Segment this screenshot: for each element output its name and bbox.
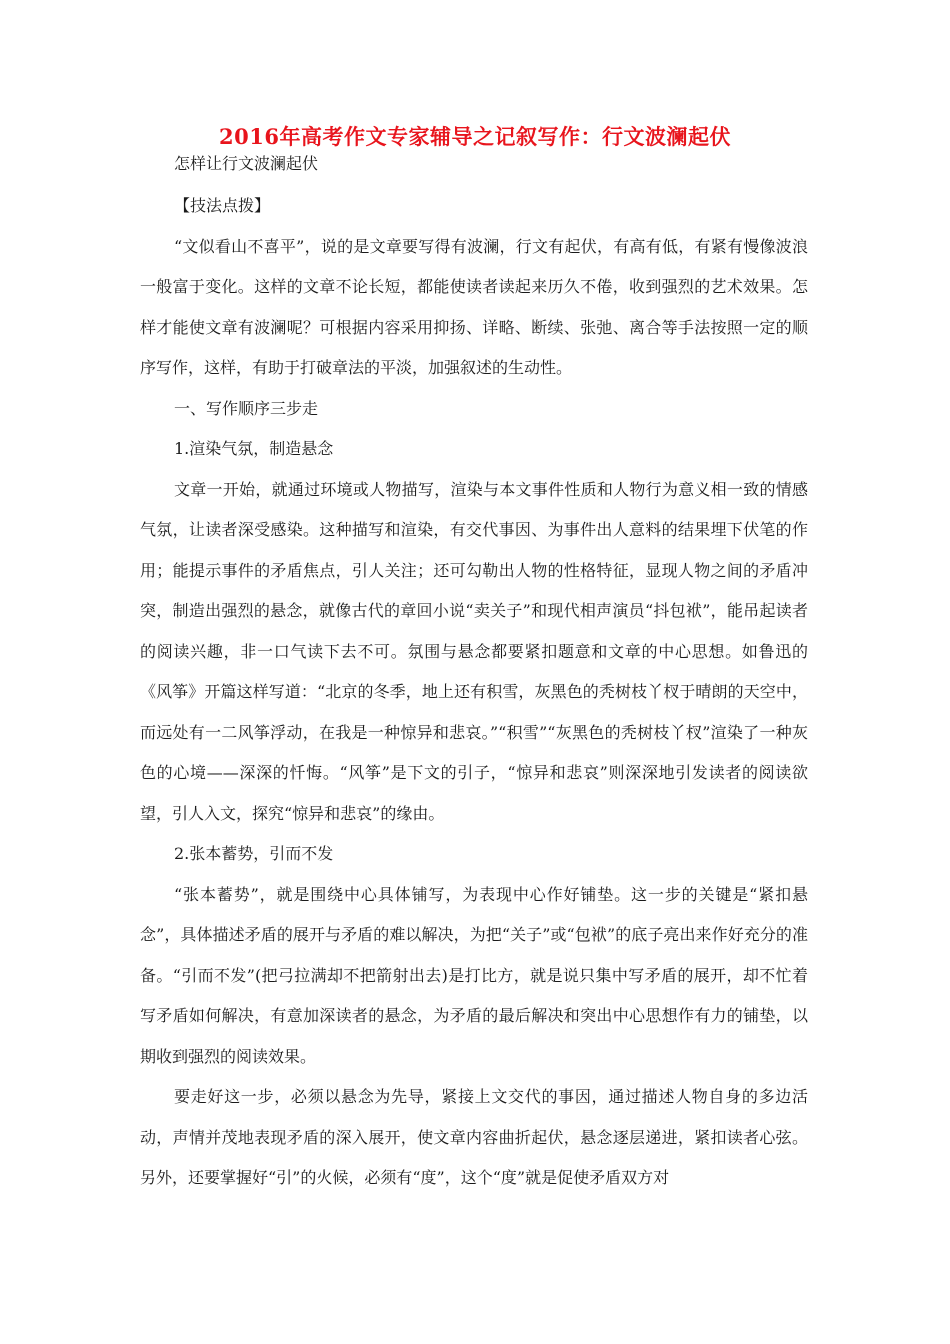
document-body: [140, 186, 808, 1199]
subheading-step-2: 2.张本蓄势，引而不发: [174, 844, 334, 863]
section-heading-technique: 【技法点拨】: [174, 196, 271, 215]
paragraph-step-1: 文章一开始，就通过环境或人物描写，渲染与本文事件性质和人物行为意义相一致的情感气氛，让读者深受感染。这种描写和渲染，有交代事因、为事件出人意料的结果埋下伏笔的作用；能提示事件的矛盾焦点，引人关注；还可勾勒出人物的性格特征，显现人物之间的矛盾冲突，制造出强烈的悬念，就像古代的章回小说“卖关子”和现代相声演员“抖包袱”，能吊起读者的阅读兴趣，非一口气读下去不可。氛围与悬念都要紧扣题意和文章的中心思想。如鲁迅的《风筝》开篇这样写道：“北京的冬季，地上还有积雪，灰黑色的秃树枝丫杈于晴朗的天空中，而远处有一二风筝浮动，在我是一种惊异和悲哀。”“积雪”“灰黑色的秃树枝丫杈”渲染了一种灰色的心境——深深的忏悔。“风筝”是下文的引子，“惊异和悲哀”则深深地引发读者的阅读欲望，引人入文，探究“惊异和悲哀”的缘由。: [140, 479, 808, 823]
paragraph-intro: “文似看山不喜平”，说的是文章要写得有波澜，行文有起伏，有高有低，有紧有慢像波浪一般富于变化。这样的文章不论长短，都能使读者读起来历久不倦，收到强烈的艺术效果。怎样才能使文章有波澜呢？可根据内容采用抑扬、详略、断续、张弛、离合等手法按照一定的顺序写作，这样，有助于打破章法的平淡，加强叙述的生动性。: [140, 236, 808, 377]
document-title: 2016年高考作文专家辅导之记叙写作：行文波澜起伏: [219, 124, 731, 149]
subheading-step-1: 1.渲染气氛，制造悬念: [174, 439, 334, 458]
paragraph-step-2-continued: 要走好这一步，必须以悬念为先导，紧接上文交代的事因，通过描述人物自身的多边活动，声情并茂地表现矛盾的深入展开，使文章内容曲折起伏，悬念逐层递进，紧扣读者心弦。另外，还要掌握好“引”的火候，必须有“度”，这个“度”就是促使矛盾双方对: [140, 1087, 808, 1187]
paragraph-step-2: “张本蓄势”，就是围绕中心具体铺写，为表现中心作好铺垫。这一步的关键是“紧扣悬念”，具体描述矛盾的展开与矛盾的难以解决，为把“关子”或“包袱”的底子亮出来作好充分的准备。“引而不发”(把弓拉满却不把箭射出去)是打比方，就是说只集中写矛盾的展开，却不忙着写矛盾如何解决，有意加深读者的悬念，为矛盾的最后解决和突出中心思想作有力的铺垫，以期收到强烈的阅读效果。: [140, 884, 808, 1066]
document-subtitle: 怎样让行文波澜起伏: [174, 154, 319, 173]
section-heading-order: 一、写作顺序三步走: [174, 398, 319, 418]
